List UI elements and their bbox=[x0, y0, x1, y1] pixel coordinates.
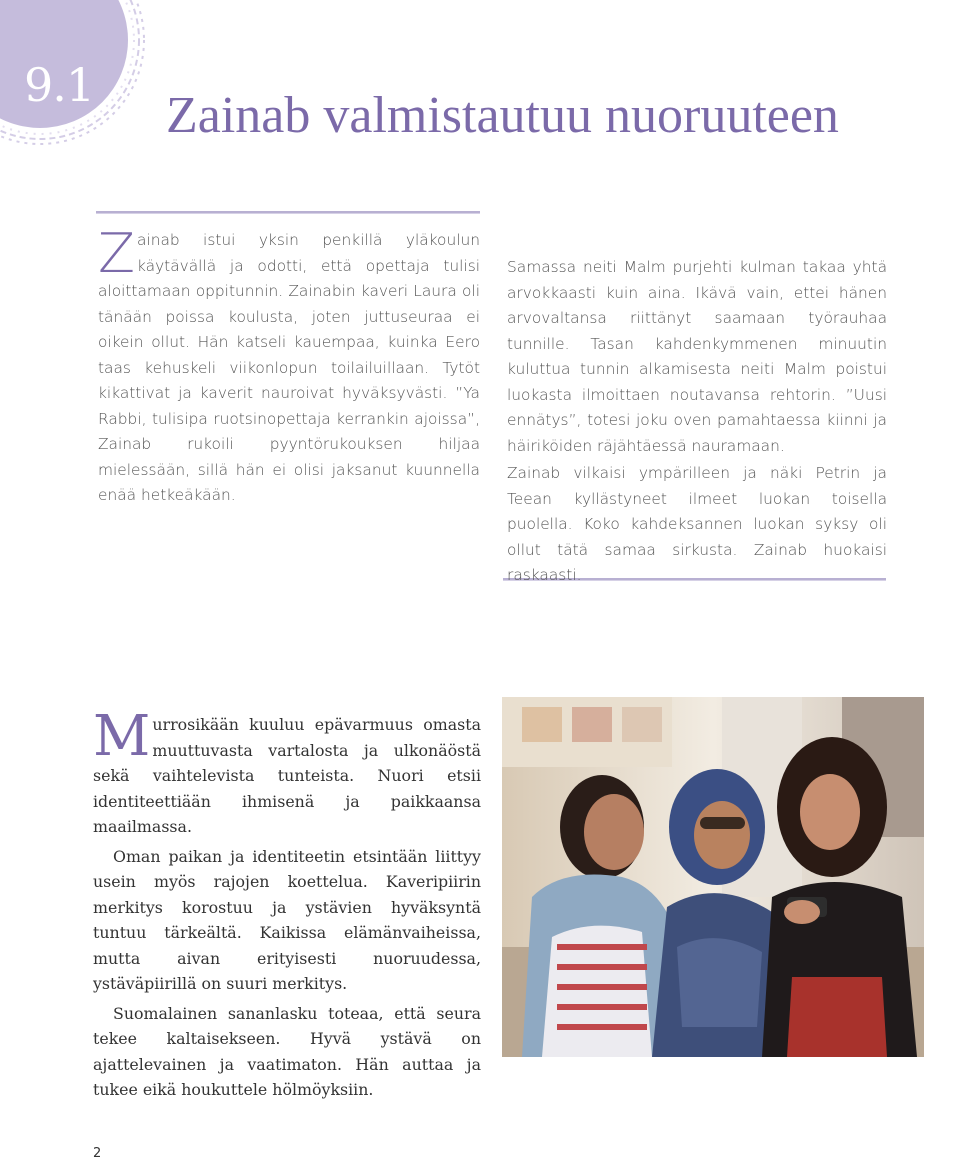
story-paragraph: Zainab vilkaisi ympärilleen ja näki Petrin ja Teean kyllästyneet ilmeet luokan toisella puolella. Koko kahdeksannen luokan syksy oli ollut tätä samaa sirkusta. Zainab huokaisi raskaasti. bbox=[507, 464, 887, 584]
page-number: 2 bbox=[93, 1146, 102, 1161]
page-title: Zainab valmistautuu nuoruuteen bbox=[166, 87, 839, 144]
essay-paragraph: Oman paikan ja identiteetin etsintään liittyy usein myös rajojen koettelua. Kaveripiirin merkitys korostuu ja ystävien hyväksyntä tuntuu tärkeältä. Kaikissa elämänvaiheissa, mutta aivan erityisesti nuoruudessa, ystäväpiirillä on suuri merkitys. bbox=[93, 846, 481, 993]
drop-cap: M bbox=[93, 704, 151, 769]
divider-top-left bbox=[96, 211, 480, 214]
story-paragraph bbox=[98, 222, 480, 509]
essay-block bbox=[93, 704, 481, 1103]
essay-paragraph: Suomalainen sananlasku toteaa, että seura tekee kaltaisekseen. Hyvä ystävä on ajattelevainen ja vaatimaton. Hän auttaa ja tukee eikä houkuttele hölmöyksiin. bbox=[93, 1003, 481, 1099]
drop-cap: Z bbox=[98, 222, 135, 285]
essay-text: urrosikään kuuluu epävarmuus omasta muuttuvasta vartalosta ja ulkonäöstä sekä vaihtelevista tunteista. Nuori etsii identiteettiään ihmisenä ja paikkaansa maailmassa. bbox=[93, 715, 481, 836]
story-paragraph: Samassa neiti Malm purjehti kulman takaa yhtä arvokkaasti kuin aina. Ikävä vain, ettei hänen arvovaltansa riittänyt saamaan työrauhaa tunnille. Tasan kahdenkymmenen minuutin kuluttua tunnin alkamisesta neiti Malm poistui luokasta ilmoittaen noutavansa rehtorin. ”Uusi ennätys”, totesi joku oven pamahtaessa kiinni ja häiriköiden räjähtäessä nauramaan. bbox=[507, 258, 887, 455]
essay-paragraph bbox=[93, 704, 481, 840]
story-text: ainab istui yksin penkillä yläkoulun käytävällä ja odotti, että opettaja tulisi aloittamaan oppitunnin. Zainabin kaveri Laura oli tänään poissa koulusta, joten juttuseuraa ei oikein ollut. Hän katseli kauempaa, kuinka Eero taas kehuskeli viikonlopun toilailuillaan. Tytöt kikattivat ja kaverit nauroivat hyväksyvästi. ”Ya Rabbi, tulisipa ruotsinopettaja kerrankin ajoissa”, Zainab rukoili pyyntörukouksen hiljaa mielessään, sillä hän ei olisi jaksanut kuunnella enää hetkeäkään. bbox=[98, 231, 480, 504]
story-right-column bbox=[507, 255, 887, 589]
photo-of-three-girls-icon bbox=[502, 697, 924, 1057]
chapter-number: 9.1 bbox=[24, 58, 95, 112]
photo bbox=[502, 697, 924, 1057]
story-left-column bbox=[98, 222, 480, 509]
